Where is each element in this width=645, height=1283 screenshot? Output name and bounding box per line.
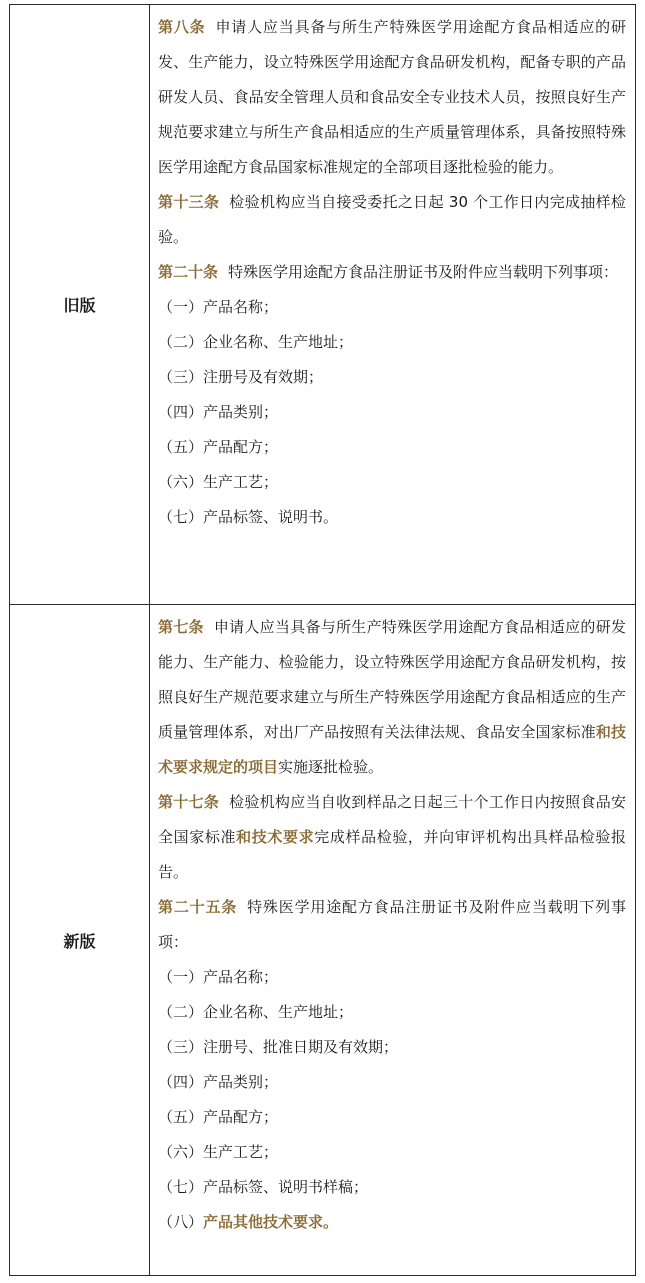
list-item: （四）产品类别； (158, 403, 279, 421)
article-text: 完成样品检验，并向审评机构出具样品检验报告。 (158, 828, 626, 881)
list-item: （七）产品标签、说明书样稿； (158, 1178, 369, 1196)
list-item: （五）产品配方； (158, 1108, 279, 1126)
list-item: （一）产品名称； (158, 298, 279, 316)
article-title: 第二十五条 (158, 898, 238, 916)
list-item: （六）生产工艺； (158, 1143, 279, 1161)
comparison-table (9, 4, 636, 1276)
new-article-17 (158, 785, 626, 890)
new-article-25 (158, 890, 626, 960)
article-text: 特殊医学用途配方食品注册证书及附件应当载明下列事项： (228, 263, 619, 281)
article-title: 第二十条 (158, 263, 219, 281)
new-version-content (150, 605, 636, 1276)
list-item: （六）生产工艺； (158, 473, 279, 491)
article-text: 申请人应当具备与所生产特殊医学用途配方食品相适应的研发、生产能力，设立特殊医学用途配方食品研发机构，配备专职的产品研发人员、食品安全管理人员和食品安全专业技术人员，按照良好生产规范要求建立与所生产食品相适应的生产质量管理体系，具备按照特殊医学用途配方食品国家标准规定的全部项目逐批检验的能力。 (158, 18, 626, 176)
list-item: （一）产品名称； (158, 968, 279, 986)
list-item: （七）产品标签、说明书。 (158, 508, 339, 526)
article-text: 检验机构应当自收到样品之日起三十个工作日内按照食品安全国家标准 (158, 793, 626, 846)
old-version-content (150, 5, 636, 605)
list-item: （二）企业名称、生产地址； (158, 1003, 354, 1021)
highlighted-change: 和技术要求 (236, 828, 315, 846)
old-version-label: 旧版 (10, 5, 150, 605)
article-text: 检验机构应当自接受委托之日起 30 个工作日内完成抽样检验。 (158, 193, 626, 246)
new-version-label: 新版 (10, 605, 150, 1276)
list-item: （二）企业名称、生产地址； (158, 333, 354, 351)
article-text: 特殊医学用途配方食品注册证书及附件应当载明下列事项： (158, 898, 626, 951)
article-text: 申请人应当具备与所生产特殊医学用途配方食品相适应的研发能力、生产能力、检验能力，设立特殊医学用途配方食品研发机构，按照良好生产规范要求建立与所生产特殊医学用途配方食品相适应的生产质量管理体系，对出厂产品按照有关法律法规、食品安全国家标准 (158, 618, 626, 741)
highlighted-change: 产品其他技术要求。 (203, 1213, 339, 1231)
list-item: （五）产品配方； (158, 438, 279, 456)
highlighted-change: 和技术要求规定的项目 (158, 723, 626, 776)
old-version-row (10, 5, 636, 605)
old-article-13 (158, 185, 626, 255)
article-title: 第八条 (158, 18, 206, 36)
new-version-row (10, 605, 636, 1276)
list-item (158, 1205, 626, 1240)
list-item: （四）产品类别； (158, 1073, 279, 1091)
article-title: 第十七条 (158, 793, 220, 811)
list-item: （三）注册号、批准日期及有效期； (158, 1038, 399, 1056)
old-article-20 (158, 255, 626, 290)
new-article-7 (158, 610, 626, 785)
old-article-8 (158, 10, 626, 185)
article-title: 第七条 (158, 618, 204, 636)
list-item: （三）注册号及有效期； (158, 368, 324, 386)
article-text: 实施逐批检验。 (278, 758, 384, 776)
list-item-prefix: （八） (158, 1213, 204, 1231)
article-title: 第十三条 (158, 193, 220, 211)
